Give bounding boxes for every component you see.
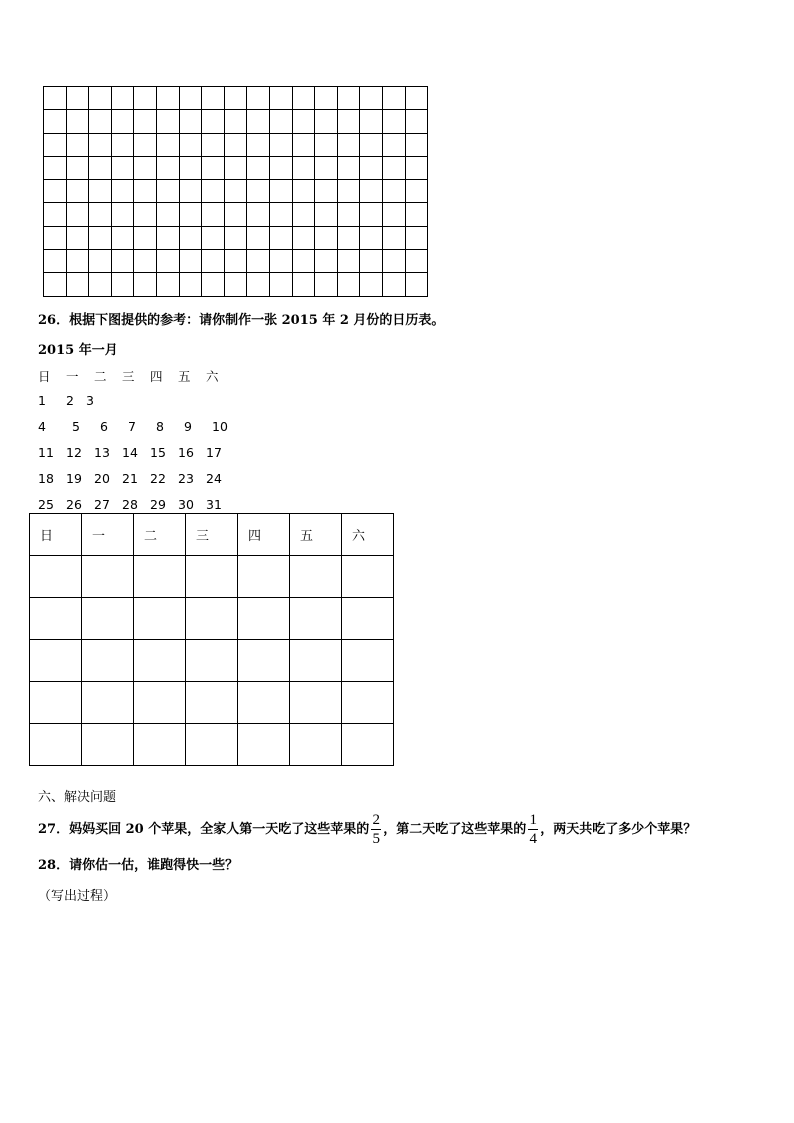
fraction-numerator: 1 bbox=[529, 812, 537, 828]
grid-cell bbox=[224, 273, 247, 296]
grid-cell bbox=[89, 180, 112, 203]
grid-cell bbox=[382, 203, 405, 226]
grid-cell bbox=[89, 226, 112, 249]
fraction-denominator: 4 bbox=[529, 831, 537, 847]
calendar-day-cell[interactable] bbox=[134, 598, 186, 640]
grid-cell bbox=[179, 226, 202, 249]
grid-cell bbox=[156, 226, 179, 249]
grid-cell bbox=[156, 87, 179, 110]
grid-cell bbox=[179, 110, 202, 133]
grid-cell bbox=[134, 156, 157, 179]
grid-cell bbox=[360, 226, 383, 249]
grid-cell bbox=[247, 273, 270, 296]
calendar-day-cell[interactable] bbox=[134, 724, 186, 766]
ref-day: 4 bbox=[38, 419, 46, 434]
grid-cell bbox=[44, 156, 67, 179]
grid-cell bbox=[134, 250, 157, 273]
calendar-day-cell[interactable] bbox=[186, 640, 238, 682]
grid-cell bbox=[405, 203, 428, 226]
grid-cell bbox=[269, 156, 292, 179]
calendar-header-row bbox=[30, 514, 394, 556]
grid-cell bbox=[156, 110, 179, 133]
q27-prompt bbox=[38, 812, 696, 847]
q27-text-part1: 27．妈妈买回 20 个苹果，全家人第一天吃了这些苹果的 bbox=[38, 821, 370, 837]
grid-cell bbox=[247, 203, 270, 226]
grid-cell bbox=[247, 110, 270, 133]
ref-day: 21 bbox=[122, 471, 138, 486]
grid-cell bbox=[179, 87, 202, 110]
ref-weekday: 四 bbox=[150, 369, 163, 384]
calendar-week-row bbox=[30, 640, 394, 682]
grid-cell bbox=[111, 156, 134, 179]
calendar-week-row bbox=[30, 598, 394, 640]
fraction-two-fifths bbox=[371, 812, 381, 847]
grid-cell bbox=[360, 156, 383, 179]
grid-cell bbox=[269, 250, 292, 273]
grid-cell bbox=[156, 180, 179, 203]
ref-day: 1 bbox=[38, 393, 46, 408]
grid-cell bbox=[111, 250, 134, 273]
grid-cell bbox=[66, 133, 89, 156]
q26-prompt: 26．根据下图提供的参考：请你制作一张 2015 年 2 月份的日历表。 bbox=[38, 313, 445, 328]
grid-cell bbox=[44, 180, 67, 203]
grid-cell bbox=[44, 226, 67, 249]
weekday-header: 五 bbox=[290, 514, 342, 556]
grid-cell bbox=[202, 203, 225, 226]
ref-day: 6 bbox=[100, 419, 108, 434]
calendar-day-cell[interactable] bbox=[82, 724, 134, 766]
calendar-day-cell[interactable] bbox=[134, 682, 186, 724]
grid-cell bbox=[315, 156, 338, 179]
grid-cell bbox=[337, 250, 360, 273]
grid-cell bbox=[405, 250, 428, 273]
calendar-day-cell[interactable] bbox=[186, 724, 238, 766]
calendar-day-cell[interactable] bbox=[30, 724, 82, 766]
ref-day: 10 bbox=[212, 419, 228, 434]
ref-day: 2 bbox=[66, 393, 74, 408]
grid-cell bbox=[202, 87, 225, 110]
calendar-day-cell[interactable] bbox=[290, 682, 342, 724]
grid-cell bbox=[382, 110, 405, 133]
grid-cell bbox=[247, 87, 270, 110]
calendar-day-cell[interactable] bbox=[82, 682, 134, 724]
grid-cell bbox=[337, 180, 360, 203]
ref-day: 5 bbox=[72, 419, 80, 434]
grid-cell bbox=[382, 180, 405, 203]
ref-weekday: 六 bbox=[206, 369, 219, 384]
ref-day: 18 bbox=[38, 471, 54, 486]
weekday-header: 二 bbox=[134, 514, 186, 556]
grid-cell bbox=[337, 133, 360, 156]
grid-cell bbox=[66, 250, 89, 273]
grid-row bbox=[44, 273, 428, 296]
grid-cell bbox=[89, 87, 112, 110]
grid-cell bbox=[179, 273, 202, 296]
calendar-day-cell[interactable] bbox=[342, 640, 394, 682]
ref-weekday: 一 bbox=[66, 369, 79, 384]
ref-calendar bbox=[38, 367, 240, 523]
calendar-day-cell[interactable] bbox=[238, 724, 290, 766]
grid-cell bbox=[134, 180, 157, 203]
calendar-day-cell[interactable] bbox=[30, 598, 82, 640]
grid-cell bbox=[360, 273, 383, 296]
calendar-day-cell[interactable] bbox=[342, 682, 394, 724]
grid-cell bbox=[292, 133, 315, 156]
grid-row bbox=[44, 203, 428, 226]
grid-cell bbox=[111, 273, 134, 296]
grid-cell bbox=[111, 110, 134, 133]
grid-cell bbox=[382, 87, 405, 110]
grid-cell bbox=[202, 133, 225, 156]
fraction-bar bbox=[371, 829, 381, 830]
grid-cell bbox=[269, 133, 292, 156]
grid-cell bbox=[111, 133, 134, 156]
grid-cell bbox=[382, 273, 405, 296]
weekday-header: 四 bbox=[238, 514, 290, 556]
grid-cell bbox=[224, 226, 247, 249]
grid-cell bbox=[315, 87, 338, 110]
grid-cell bbox=[134, 110, 157, 133]
grid-cell bbox=[360, 203, 383, 226]
ref-day: 28 bbox=[122, 497, 138, 512]
calendar-day-cell[interactable] bbox=[290, 724, 342, 766]
ref-calendar-week bbox=[38, 471, 240, 497]
calendar-day-cell[interactable] bbox=[186, 556, 238, 598]
grid-cell bbox=[44, 250, 67, 273]
grid-cell bbox=[111, 87, 134, 110]
ref-day: 17 bbox=[206, 445, 222, 460]
grid-cell bbox=[292, 110, 315, 133]
grid-cell bbox=[405, 180, 428, 203]
grid-cell bbox=[315, 180, 338, 203]
ref-weekday: 日 bbox=[38, 369, 51, 384]
weekday-header: 日 bbox=[30, 514, 82, 556]
calendar-day-cell[interactable] bbox=[134, 556, 186, 598]
grid-cell bbox=[292, 180, 315, 203]
ref-day: 15 bbox=[150, 445, 166, 460]
grid-cell bbox=[156, 250, 179, 273]
ref-day: 29 bbox=[150, 497, 166, 512]
ref-day: 25 bbox=[38, 497, 54, 512]
ref-calendar-week bbox=[38, 419, 240, 445]
grid-cell bbox=[382, 133, 405, 156]
ref-day: 16 bbox=[178, 445, 194, 460]
q27-text-part2: ，第二天吃了这些苹果的 bbox=[383, 821, 527, 837]
grid-cell bbox=[66, 180, 89, 203]
february-calendar-table bbox=[29, 513, 394, 766]
grid-cell bbox=[202, 180, 225, 203]
grid-cell bbox=[337, 156, 360, 179]
grid-cell bbox=[315, 203, 338, 226]
grid-cell bbox=[134, 273, 157, 296]
grid-cell bbox=[247, 226, 270, 249]
fraction-one-quarter bbox=[528, 812, 538, 847]
grid-cell bbox=[405, 110, 428, 133]
grid-row bbox=[44, 110, 428, 133]
grid-cell bbox=[66, 273, 89, 296]
grid-cell bbox=[156, 273, 179, 296]
grid-cell bbox=[292, 273, 315, 296]
grid-cell bbox=[89, 273, 112, 296]
grid-row bbox=[44, 250, 428, 273]
grid-row bbox=[44, 133, 428, 156]
grid-cell bbox=[202, 250, 225, 273]
fraction-numerator: 2 bbox=[372, 812, 380, 828]
calendar-day-cell[interactable] bbox=[238, 640, 290, 682]
fraction-denominator: 5 bbox=[372, 831, 380, 847]
grid-cell bbox=[89, 250, 112, 273]
calendar-day-cell[interactable] bbox=[342, 556, 394, 598]
grid-row bbox=[44, 226, 428, 249]
grid-cell bbox=[44, 273, 67, 296]
ref-weekday: 二 bbox=[94, 369, 107, 384]
ref-day: 22 bbox=[150, 471, 166, 486]
grid-cell bbox=[337, 87, 360, 110]
calendar-day-cell[interactable] bbox=[82, 640, 134, 682]
grid-row bbox=[44, 156, 428, 179]
grid-cell bbox=[269, 226, 292, 249]
grid-cell bbox=[202, 110, 225, 133]
grid-cell bbox=[66, 110, 89, 133]
grid-cell bbox=[382, 156, 405, 179]
ref-day: 20 bbox=[94, 471, 110, 486]
grid-cell bbox=[292, 226, 315, 249]
grid-cell bbox=[315, 250, 338, 273]
ref-calendar-header bbox=[38, 367, 240, 393]
grid-cell bbox=[269, 203, 292, 226]
grid-cell bbox=[315, 273, 338, 296]
grid-cell bbox=[360, 110, 383, 133]
grid-cell bbox=[179, 203, 202, 226]
calendar-day-cell[interactable] bbox=[238, 682, 290, 724]
calendar-day-cell[interactable] bbox=[30, 640, 82, 682]
grid-cell bbox=[315, 133, 338, 156]
ref-day: 13 bbox=[94, 445, 110, 460]
grid-cell bbox=[179, 180, 202, 203]
grid-cell bbox=[405, 87, 428, 110]
calendar-week-row bbox=[30, 556, 394, 598]
grid-cell bbox=[247, 133, 270, 156]
calendar-day-cell[interactable] bbox=[342, 724, 394, 766]
grid-cell bbox=[179, 133, 202, 156]
grid-cell bbox=[66, 156, 89, 179]
grid-cell bbox=[179, 250, 202, 273]
ref-day: 12 bbox=[66, 445, 82, 460]
calendar-day-cell[interactable] bbox=[238, 556, 290, 598]
ref-day: 31 bbox=[206, 497, 222, 512]
calendar-day-cell[interactable] bbox=[82, 598, 134, 640]
calendar-day-cell[interactable] bbox=[290, 598, 342, 640]
grid-cell bbox=[382, 250, 405, 273]
ref-day: 3 bbox=[86, 393, 94, 408]
grid-cell bbox=[202, 226, 225, 249]
grid-cell bbox=[89, 133, 112, 156]
ref-weekday: 五 bbox=[178, 369, 191, 384]
ref-day: 7 bbox=[128, 419, 136, 434]
fraction-bar bbox=[528, 829, 538, 830]
grid-cell bbox=[269, 273, 292, 296]
calendar-day-cell[interactable] bbox=[82, 556, 134, 598]
ref-day: 8 bbox=[156, 419, 164, 434]
grid-cell bbox=[224, 110, 247, 133]
grid-cell bbox=[134, 203, 157, 226]
grid-cell bbox=[269, 110, 292, 133]
grid-cell bbox=[44, 133, 67, 156]
grid-cell bbox=[44, 110, 67, 133]
ref-calendar-week bbox=[38, 445, 240, 471]
ref-day: 30 bbox=[178, 497, 194, 512]
q28-note: （写出过程） bbox=[38, 889, 117, 904]
grid-cell bbox=[405, 156, 428, 179]
grid-cell bbox=[44, 203, 67, 226]
grid-cell bbox=[89, 203, 112, 226]
weekday-header: 六 bbox=[342, 514, 394, 556]
grid-cell bbox=[337, 110, 360, 133]
grid-cell bbox=[269, 180, 292, 203]
calendar-day-cell[interactable] bbox=[238, 598, 290, 640]
ref-day: 14 bbox=[122, 445, 138, 460]
grid-cell bbox=[156, 203, 179, 226]
grid-cell bbox=[337, 226, 360, 249]
grid-cell bbox=[134, 87, 157, 110]
grid-cell bbox=[315, 110, 338, 133]
ref-weekday: 三 bbox=[122, 369, 135, 384]
ref-day: 19 bbox=[66, 471, 82, 486]
grid-cell bbox=[66, 226, 89, 249]
section-title: 六、解决问题 bbox=[38, 790, 117, 805]
grid-cell bbox=[89, 156, 112, 179]
calendar-week-row bbox=[30, 682, 394, 724]
grid-cell bbox=[360, 133, 383, 156]
ref-day: 9 bbox=[184, 419, 192, 434]
grid-cell bbox=[66, 87, 89, 110]
calendar-week-row bbox=[30, 724, 394, 766]
calendar-day-cell[interactable] bbox=[290, 640, 342, 682]
calendar-day-cell[interactable] bbox=[342, 598, 394, 640]
calendar-day-cell[interactable] bbox=[30, 682, 82, 724]
calendar-day-cell[interactable] bbox=[30, 556, 82, 598]
grid-cell bbox=[111, 180, 134, 203]
grid-row bbox=[44, 180, 428, 203]
grid-cell bbox=[405, 226, 428, 249]
blank-grid bbox=[43, 86, 428, 297]
grid-cell bbox=[111, 226, 134, 249]
grid-cell bbox=[202, 156, 225, 179]
grid-cell bbox=[89, 110, 112, 133]
calendar-day-cell[interactable] bbox=[186, 682, 238, 724]
grid-cell bbox=[156, 156, 179, 179]
grid-cell bbox=[224, 133, 247, 156]
grid-cell bbox=[111, 203, 134, 226]
grid-cell bbox=[315, 226, 338, 249]
grid-cell bbox=[405, 133, 428, 156]
grid-cell bbox=[337, 203, 360, 226]
grid-cell bbox=[292, 203, 315, 226]
calendar-day-cell[interactable] bbox=[186, 598, 238, 640]
grid-cell bbox=[405, 273, 428, 296]
grid-cell bbox=[360, 87, 383, 110]
grid-cell bbox=[247, 180, 270, 203]
grid-cell bbox=[224, 180, 247, 203]
grid-cell bbox=[179, 156, 202, 179]
grid-cell bbox=[224, 156, 247, 179]
grid-cell bbox=[224, 87, 247, 110]
ref-day: 24 bbox=[206, 471, 222, 486]
grid-cell bbox=[44, 87, 67, 110]
weekday-header: 一 bbox=[82, 514, 134, 556]
grid-cell bbox=[292, 87, 315, 110]
grid-cell bbox=[337, 273, 360, 296]
grid-cell bbox=[134, 133, 157, 156]
q27-text-part3: ，两天共吃了多少个苹果？ bbox=[540, 821, 697, 837]
weekday-header: 三 bbox=[186, 514, 238, 556]
ref-day: 11 bbox=[38, 445, 54, 460]
ref-day: 27 bbox=[94, 497, 110, 512]
grid-cell bbox=[382, 226, 405, 249]
grid-cell bbox=[202, 273, 225, 296]
grid-cell bbox=[134, 226, 157, 249]
grid-cell bbox=[156, 133, 179, 156]
grid-cell bbox=[292, 250, 315, 273]
grid-cell bbox=[269, 87, 292, 110]
grid-cell bbox=[247, 250, 270, 273]
grid-cell bbox=[292, 156, 315, 179]
calendar-day-cell[interactable] bbox=[290, 556, 342, 598]
grid-cell bbox=[360, 250, 383, 273]
calendar-day-cell[interactable] bbox=[134, 640, 186, 682]
grid-cell bbox=[224, 250, 247, 273]
ref-day: 26 bbox=[66, 497, 82, 512]
grid-cell bbox=[224, 203, 247, 226]
q28-prompt: 28．请你估一估，谁跑得快一些？ bbox=[38, 858, 239, 873]
grid-cell bbox=[247, 156, 270, 179]
grid-cell bbox=[66, 203, 89, 226]
grid-row bbox=[44, 87, 428, 110]
grid-cell bbox=[360, 180, 383, 203]
ref-calendar-title: 2015 年一月 bbox=[38, 343, 118, 358]
ref-day: 23 bbox=[178, 471, 194, 486]
ref-calendar-week bbox=[38, 393, 240, 419]
